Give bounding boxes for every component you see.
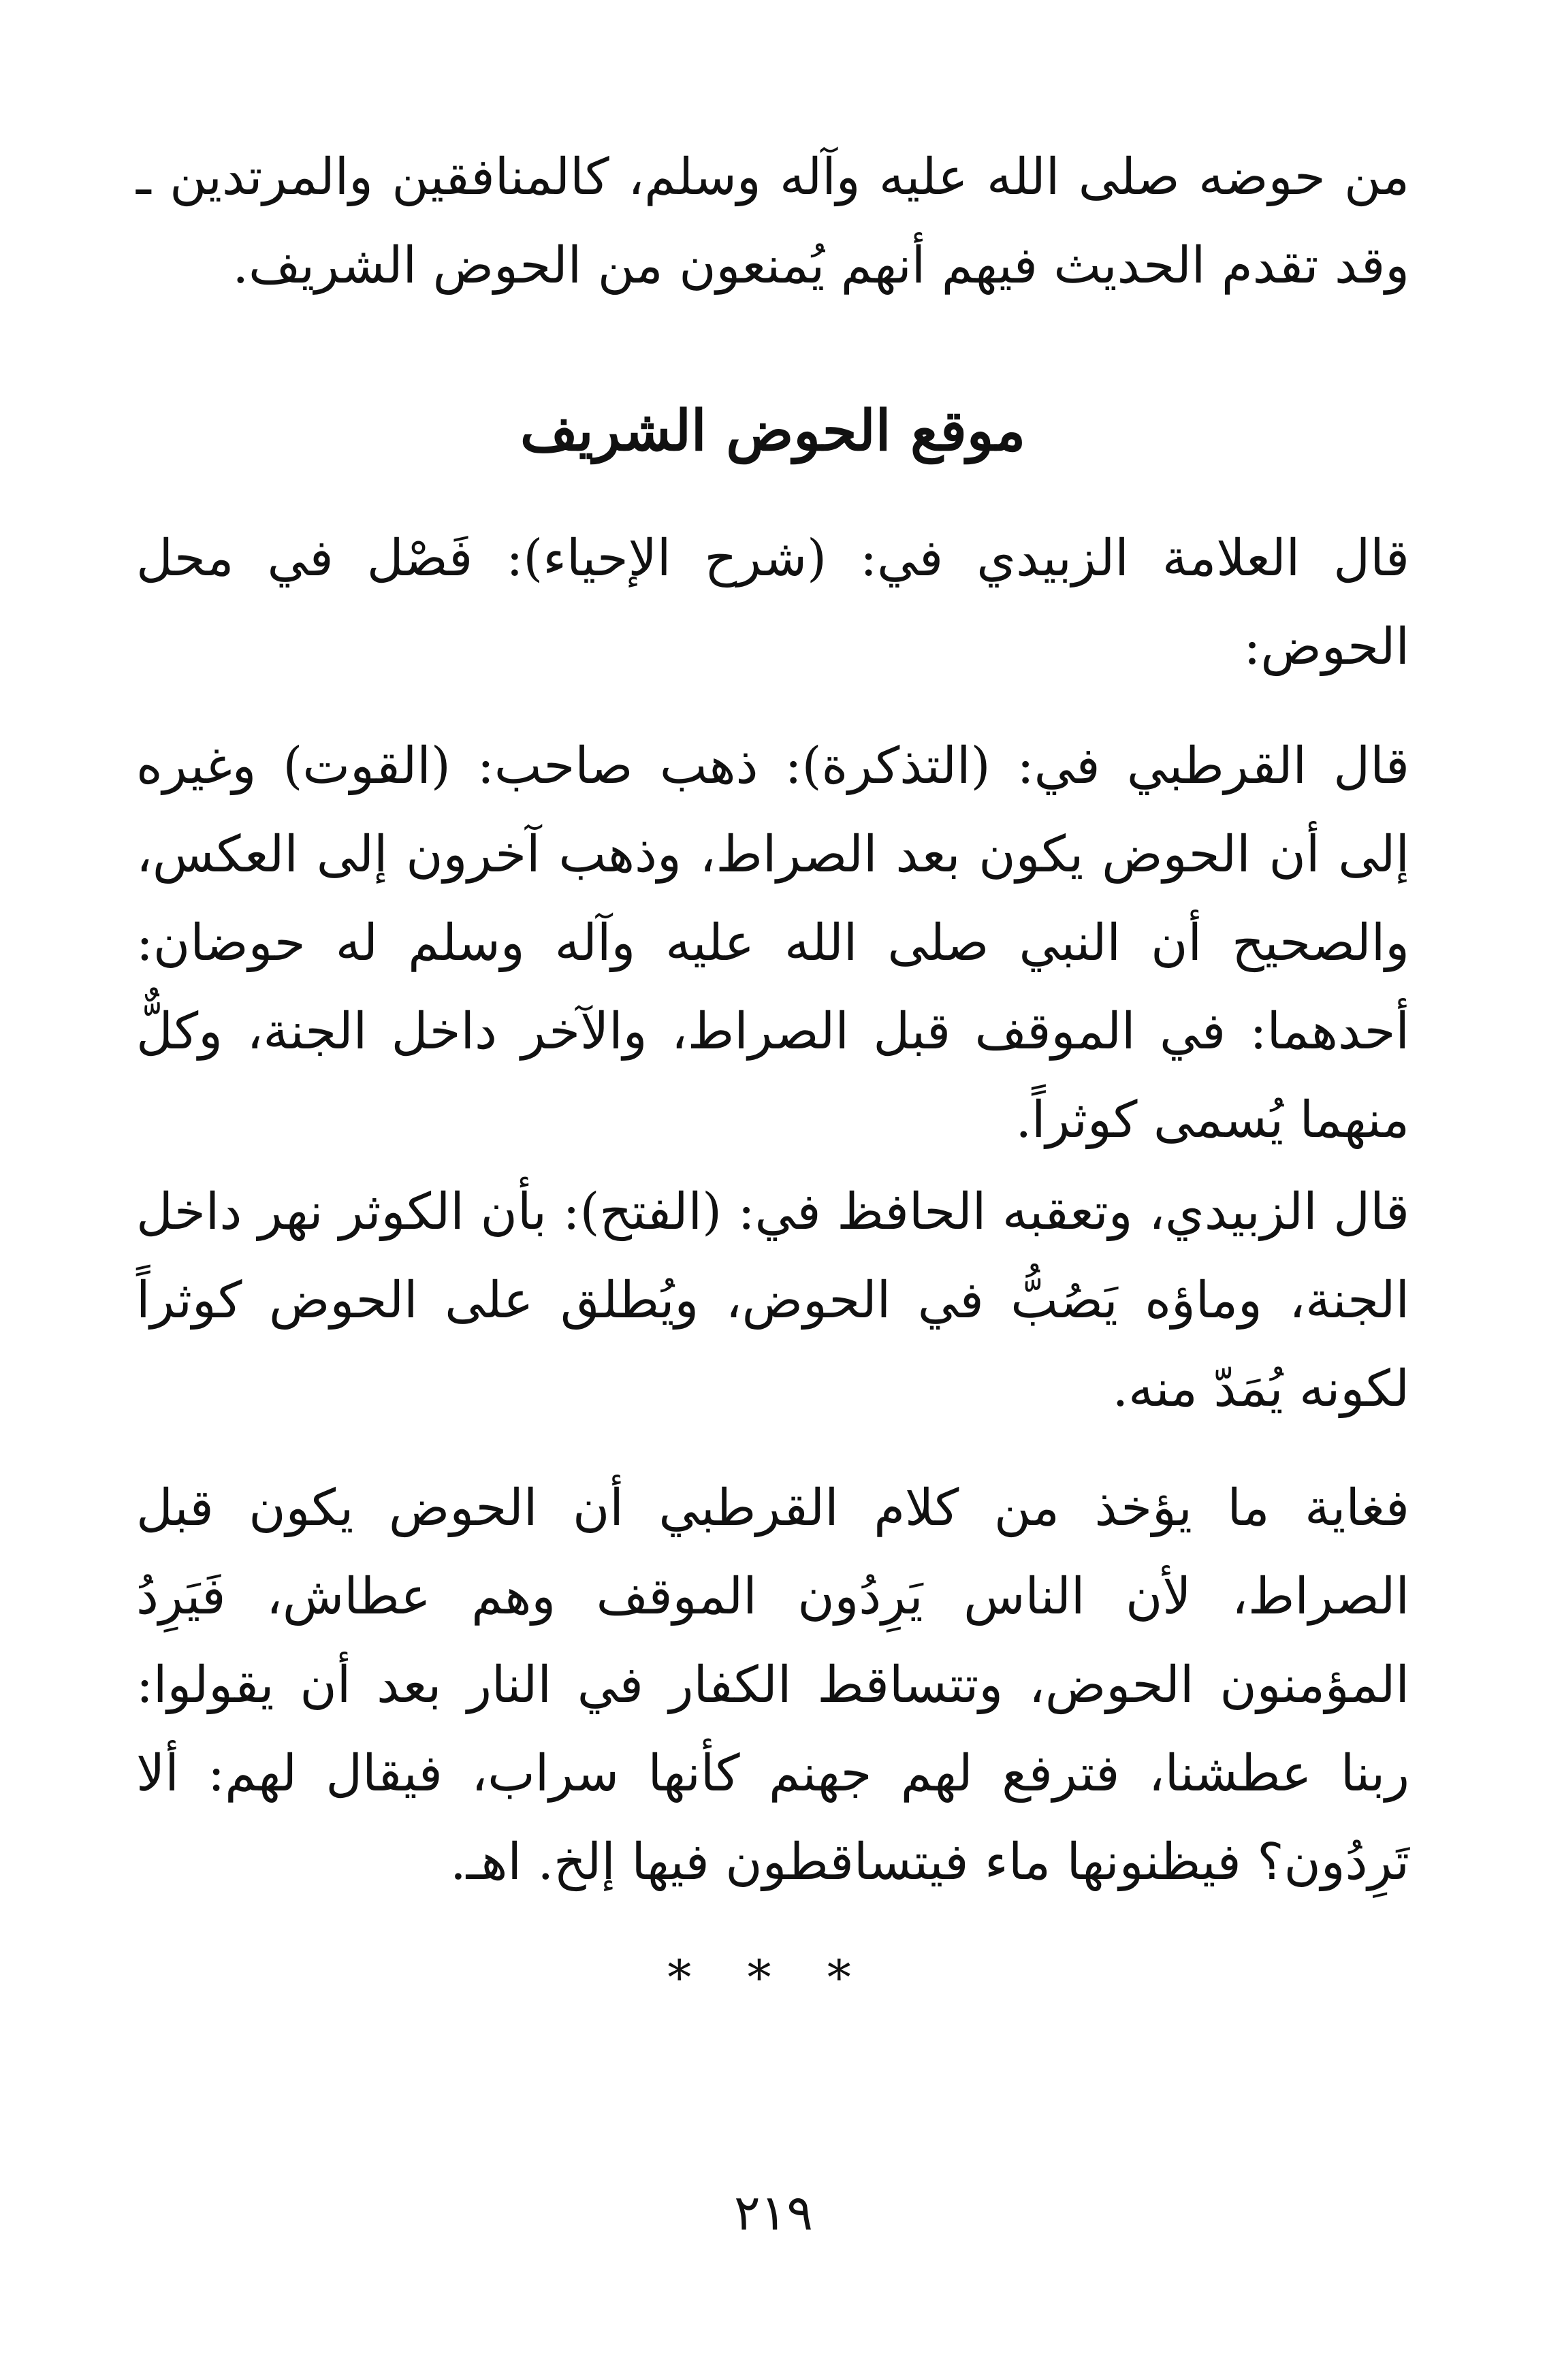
zabidi-quote-text: قال العلامة الزبيدي في: (شرح الإحياء): فَصْل في محل الحوض:: [136, 529, 1409, 676]
page-number: ٢١٩: [733, 2184, 813, 2241]
conclusion-paragraph: [136, 1464, 1409, 1906]
zabidi-response-text: قال الزبيدي، وتعقبه الحافظ في: (الفتح): بأن الكوثر نهر داخل الجنة، وماؤه يَصُبُّ في الحوض، ويُطلق على الحوض كوثراً لكونه يُمَدّ منه.: [136, 1183, 1409, 1418]
conclusion-text: فغاية ما يؤخذ من كلام القرطبي أن الحوض يكون قبل الصراط، لأن الناس يَرِدُون الموقف وهم عطاش، فَيَرِدُ المؤمنون الحوض، وتتساقط الكفار في النار بعد أن يقولوا: ربنا عطشنا، فترفع لهم جهنم كأنها سراب، فيقال لهم: ألا تَرِدُون؟ فيظنونها ماء فيتساقطون فيها إلخ. اهـ.: [136, 1479, 1409, 1891]
zabidi-response-paragraph: [136, 1168, 1409, 1433]
intro-paragraph: [136, 133, 1409, 310]
intro-text: من حوضه صلى الله عليه وآله وسلم، كالمنافقين والمرتدين ـ وقد تقدم الحديث فيهم أنهم يُمنعون من الحوض الشريف.: [136, 148, 1409, 295]
section-heading: موقع الحوض الشريف: [520, 398, 1026, 464]
qurtubi-quote-paragraph: [136, 722, 1409, 1164]
zabidi-quote-paragraph: [136, 514, 1409, 691]
section-separator: * * *: [667, 1950, 872, 2006]
qurtubi-quote-text: قال القرطبي في: (التذكرة): ذهب صاحب: (القوت) وغيره إلى أن الحوض يكون بعد الصراط، وذهب آخرون إلى العكس، والصحيح أن النبي صلى الله عليه وآله وسلم له حوضان: أحدهما: في الموقف قبل الصراط، والآخر داخل الجنة، وكلٌّ منهما يُسمى كوثراً.: [136, 737, 1409, 1149]
